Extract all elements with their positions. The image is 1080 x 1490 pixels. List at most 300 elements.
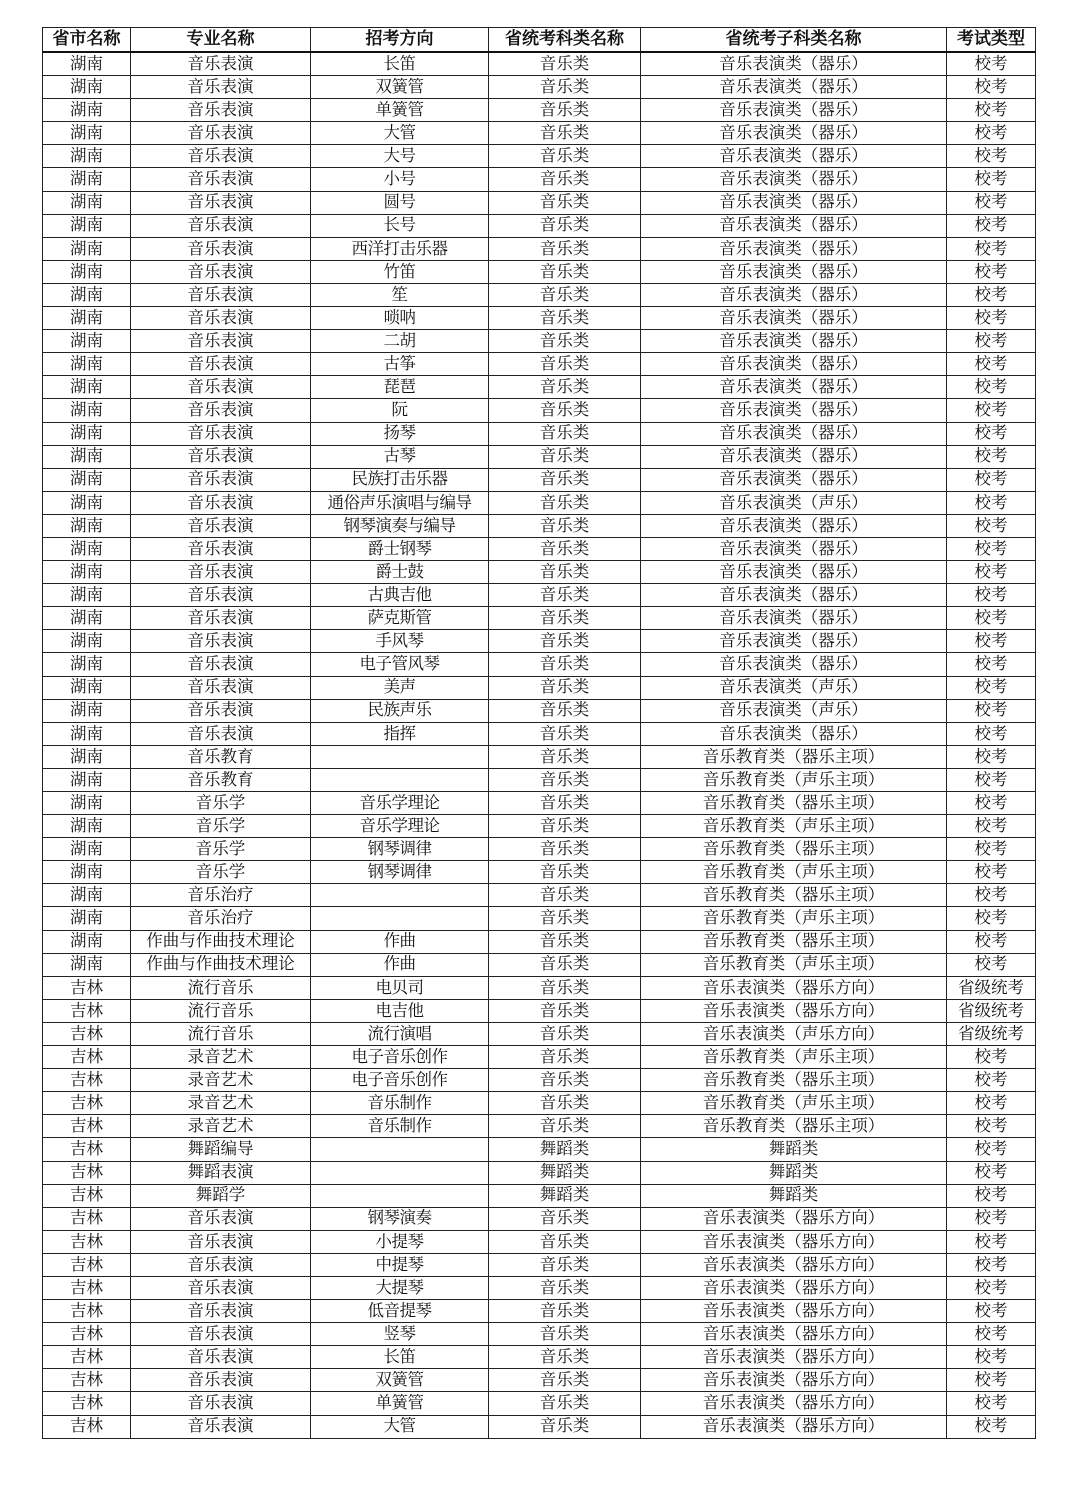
cell-category: 音乐类 [489,283,641,306]
cell-subcategory: 音乐教育类（器乐主项） [641,884,947,907]
table-row [43,1046,1036,1069]
cell-exam-type: 校考 [947,745,1036,768]
table-row [43,884,1036,907]
cell-subcategory: 音乐教育类（器乐主项） [641,838,947,861]
cell-exam-type: 校考 [947,792,1036,815]
cell-subcategory: 音乐表演类（器乐） [641,561,947,584]
cell-subcategory: 音乐表演类（器乐） [641,260,947,283]
cell-direction: 笙 [311,283,489,306]
cell-subcategory: 音乐表演类（器乐） [641,607,947,630]
table-row [43,1276,1036,1299]
cell-exam-type: 校考 [947,514,1036,537]
cell-province: 湖南 [43,52,131,76]
cell-subcategory: 音乐教育类（器乐主项） [641,745,947,768]
cell-category: 音乐类 [489,653,641,676]
cell-subcategory: 音乐表演类（器乐） [641,722,947,745]
table-body [43,52,1036,1438]
table-row [43,191,1036,214]
cell-subcategory: 音乐表演类（器乐方向） [641,1230,947,1253]
cell-category: 音乐类 [489,1253,641,1276]
cell-subcategory: 音乐表演类（器乐） [641,307,947,330]
cell-major: 流行音乐 [131,976,311,999]
cell-province: 湖南 [43,283,131,306]
table-row [43,1207,1036,1230]
cell-exam-type: 校考 [947,52,1036,76]
cell-category: 音乐类 [489,1392,641,1415]
cell-direction: 双簧管 [311,1369,489,1392]
cell-province: 湖南 [43,491,131,514]
cell-category: 音乐类 [489,260,641,283]
cell-direction [311,1161,489,1184]
table-row [43,976,1036,999]
table-row [43,468,1036,491]
cell-direction: 作曲 [311,930,489,953]
cell-province: 湖南 [43,376,131,399]
cell-exam-type: 校考 [947,607,1036,630]
cell-exam-type: 校考 [947,676,1036,699]
cell-province: 吉林 [43,1276,131,1299]
cell-exam-type: 校考 [947,422,1036,445]
cell-major: 音乐表演 [131,1323,311,1346]
table-row [43,422,1036,445]
cell-category: 音乐类 [489,1415,641,1438]
cell-exam-type: 校考 [947,722,1036,745]
cell-category: 音乐类 [489,838,641,861]
cell-category: 音乐类 [489,99,641,122]
cell-exam-type: 校考 [947,953,1036,976]
cell-subcategory: 音乐表演类（器乐） [641,52,947,76]
cell-subcategory: 音乐表演类（器乐方向） [641,976,947,999]
cell-exam-type: 校考 [947,930,1036,953]
cell-category: 音乐类 [489,468,641,491]
cell-exam-type: 校考 [947,353,1036,376]
cell-province: 湖南 [43,330,131,353]
cell-direction: 民族声乐 [311,699,489,722]
table-row [43,1115,1036,1138]
cell-province: 湖南 [43,76,131,99]
cell-exam-type: 省级统考 [947,999,1036,1022]
cell-category: 舞蹈类 [489,1184,641,1207]
cell-province: 吉林 [43,1161,131,1184]
cell-subcategory: 音乐表演类（器乐） [641,445,947,468]
cell-subcategory: 音乐表演类（器乐） [641,584,947,607]
cell-exam-type: 校考 [947,191,1036,214]
cell-subcategory: 音乐表演类（器乐） [641,653,947,676]
table-row [43,653,1036,676]
cell-subcategory: 音乐表演类（器乐） [641,99,947,122]
cell-province: 湖南 [43,676,131,699]
table-row [43,122,1036,145]
cell-major: 音乐表演 [131,445,311,468]
cell-major: 音乐表演 [131,468,311,491]
cell-direction [311,884,489,907]
document-page [42,27,1035,1439]
cell-major: 音乐表演 [131,1346,311,1369]
cell-province: 吉林 [43,976,131,999]
table-row [43,514,1036,537]
cell-exam-type: 校考 [947,884,1036,907]
table-row [43,1138,1036,1161]
cell-province: 湖南 [43,815,131,838]
cell-major: 音乐学 [131,838,311,861]
cell-direction: 电贝司 [311,976,489,999]
table-row [43,1069,1036,1092]
table-row [43,999,1036,1022]
cell-exam-type: 校考 [947,76,1036,99]
cell-subcategory: 音乐教育类（器乐主项） [641,1115,947,1138]
cell-direction: 圆号 [311,191,489,214]
cell-direction: 作曲 [311,953,489,976]
cell-direction: 音乐制作 [311,1115,489,1138]
cell-subcategory: 音乐表演类（声乐方向） [641,1022,947,1045]
cell-subcategory: 音乐表演类（器乐） [641,376,947,399]
cell-province: 湖南 [43,214,131,237]
table-row [43,283,1036,306]
cell-major: 录音艺术 [131,1069,311,1092]
table-row [43,353,1036,376]
cell-major: 音乐教育 [131,745,311,768]
cell-major: 音乐表演 [131,122,311,145]
cell-category: 音乐类 [489,514,641,537]
cell-province: 湖南 [43,168,131,191]
cell-exam-type: 校考 [947,168,1036,191]
table-row [43,953,1036,976]
cell-category: 音乐类 [489,237,641,260]
table-row [43,1253,1036,1276]
cell-major: 音乐表演 [131,1253,311,1276]
cell-subcategory: 舞蹈类 [641,1161,947,1184]
cell-province: 湖南 [43,745,131,768]
table-row [43,307,1036,330]
cell-direction: 手风琴 [311,630,489,653]
cell-category: 音乐类 [489,768,641,791]
table-row [43,1392,1036,1415]
cell-major: 音乐表演 [131,722,311,745]
cell-subcategory: 音乐表演类（声乐） [641,676,947,699]
cell-direction: 长笛 [311,1346,489,1369]
cell-province: 湖南 [43,699,131,722]
cell-province: 吉林 [43,1046,131,1069]
cell-subcategory: 音乐表演类（器乐） [641,145,947,168]
cell-major: 舞蹈学 [131,1184,311,1207]
cell-direction: 大管 [311,122,489,145]
cell-exam-type: 校考 [947,468,1036,491]
cell-exam-type: 校考 [947,237,1036,260]
cell-exam-type: 校考 [947,330,1036,353]
cell-exam-type: 省级统考 [947,1022,1036,1045]
cell-major: 音乐表演 [131,514,311,537]
cell-direction: 音乐学理论 [311,792,489,815]
cell-exam-type: 校考 [947,260,1036,283]
table-row [43,584,1036,607]
cell-exam-type: 校考 [947,307,1036,330]
cell-direction: 古典吉他 [311,584,489,607]
cell-category: 音乐类 [489,1300,641,1323]
cell-major: 音乐表演 [131,99,311,122]
cell-exam-type: 校考 [947,1230,1036,1253]
cell-major: 音乐治疗 [131,907,311,930]
cell-exam-type: 校考 [947,1115,1036,1138]
table-row [43,607,1036,630]
cell-subcategory: 音乐表演类（声乐） [641,491,947,514]
cell-subcategory: 舞蹈类 [641,1184,947,1207]
cell-direction: 小提琴 [311,1230,489,1253]
cell-exam-type: 校考 [947,861,1036,884]
cell-category: 音乐类 [489,676,641,699]
table-row [43,76,1036,99]
cell-subcategory: 音乐表演类（器乐方向） [641,1300,947,1323]
table-row [43,491,1036,514]
cell-category: 音乐类 [489,76,641,99]
cell-major: 作曲与作曲技术理论 [131,930,311,953]
cell-subcategory: 音乐教育类（声乐主项） [641,861,947,884]
cell-major: 流行音乐 [131,1022,311,1045]
cell-category: 音乐类 [489,1207,641,1230]
cell-subcategory: 音乐表演类（器乐） [641,468,947,491]
cell-province: 吉林 [43,1069,131,1092]
cell-direction [311,768,489,791]
cell-category: 音乐类 [489,607,641,630]
cell-direction: 双簧管 [311,76,489,99]
cell-major: 音乐表演 [131,283,311,306]
cell-subcategory: 音乐教育类（器乐主项） [641,792,947,815]
cell-major: 流行音乐 [131,999,311,1022]
cell-province: 湖南 [43,99,131,122]
cell-exam-type: 校考 [947,1092,1036,1115]
cell-province: 湖南 [43,122,131,145]
cell-major: 音乐表演 [131,653,311,676]
cell-major: 音乐表演 [131,307,311,330]
cell-exam-type: 校考 [947,491,1036,514]
cell-exam-type: 校考 [947,1138,1036,1161]
cell-exam-type: 校考 [947,399,1036,422]
cell-subcategory: 音乐表演类（器乐） [641,214,947,237]
cell-category: 音乐类 [489,353,641,376]
cell-subcategory: 音乐表演类（器乐） [641,76,947,99]
cell-category: 音乐类 [489,1276,641,1299]
table-row [43,722,1036,745]
table-row [43,1323,1036,1346]
cell-category: 音乐类 [489,699,641,722]
table-row [43,699,1036,722]
cell-category: 音乐类 [489,722,641,745]
table-row [43,168,1036,191]
cell-major: 音乐表演 [131,330,311,353]
table-row [43,99,1036,122]
cell-major: 音乐表演 [131,1369,311,1392]
table-row [43,1300,1036,1323]
cell-province: 吉林 [43,999,131,1022]
cell-category: 音乐类 [489,122,641,145]
cell-major: 录音艺术 [131,1092,311,1115]
table-row [43,399,1036,422]
cell-exam-type: 校考 [947,1207,1036,1230]
table-row [43,1022,1036,1045]
cell-subcategory: 音乐表演类（器乐） [641,399,947,422]
cell-exam-type: 校考 [947,1046,1036,1069]
cell-category: 音乐类 [489,399,641,422]
cell-subcategory: 舞蹈类 [641,1138,947,1161]
cell-major: 舞蹈表演 [131,1161,311,1184]
cell-category: 音乐类 [489,584,641,607]
table-row [43,1415,1036,1438]
cell-province: 吉林 [43,1392,131,1415]
cell-major: 音乐表演 [131,699,311,722]
cell-category: 音乐类 [489,630,641,653]
cell-direction: 电子音乐创作 [311,1046,489,1069]
cell-subcategory: 音乐表演类（器乐方向） [641,1207,947,1230]
cell-major: 音乐表演 [131,561,311,584]
cell-category: 音乐类 [489,1230,641,1253]
cell-category: 音乐类 [489,1346,641,1369]
cell-province: 吉林 [43,1022,131,1045]
table-row [43,768,1036,791]
cell-province: 吉林 [43,1184,131,1207]
cell-direction: 中提琴 [311,1253,489,1276]
cell-direction: 二胡 [311,330,489,353]
cell-subcategory: 音乐表演类（声乐） [641,699,947,722]
cell-subcategory: 音乐表演类（器乐） [641,283,947,306]
cell-major: 音乐表演 [131,422,311,445]
cell-exam-type: 校考 [947,1276,1036,1299]
cell-exam-type: 校考 [947,1253,1036,1276]
cell-category: 音乐类 [489,168,641,191]
cell-province: 湖南 [43,884,131,907]
cell-province: 湖南 [43,260,131,283]
cell-subcategory: 音乐教育类（器乐主项） [641,930,947,953]
table-row [43,237,1036,260]
cell-category: 音乐类 [489,376,641,399]
cell-subcategory: 音乐表演类（器乐） [641,537,947,560]
cell-category: 音乐类 [489,861,641,884]
cell-direction: 民族打击乐器 [311,468,489,491]
table-row [43,330,1036,353]
cell-category: 音乐类 [489,145,641,168]
table-row [43,930,1036,953]
cell-direction: 音乐制作 [311,1092,489,1115]
cell-province: 湖南 [43,445,131,468]
table-row [43,214,1036,237]
cell-category: 音乐类 [489,1323,641,1346]
cell-subcategory: 音乐表演类（器乐） [641,514,947,537]
cell-exam-type: 校考 [947,1323,1036,1346]
cell-category: 音乐类 [489,191,641,214]
cell-direction: 小号 [311,168,489,191]
cell-exam-type: 校考 [947,1369,1036,1392]
cell-direction: 低音提琴 [311,1300,489,1323]
table-row [43,445,1036,468]
cell-province: 湖南 [43,792,131,815]
cell-direction: 钢琴演奏与编导 [311,514,489,537]
table-row [43,1161,1036,1184]
cell-direction: 琵琶 [311,376,489,399]
cell-province: 湖南 [43,630,131,653]
cell-major: 音乐表演 [131,168,311,191]
cell-major: 音乐学 [131,815,311,838]
cell-subcategory: 音乐表演类（器乐） [641,330,947,353]
cell-major: 音乐表演 [131,260,311,283]
cell-major: 音乐表演 [131,353,311,376]
cell-subcategory: 音乐表演类（器乐） [641,353,947,376]
table-row [43,260,1036,283]
cell-category: 音乐类 [489,907,641,930]
header-direction: 招考方向 [311,28,489,53]
cell-province: 吉林 [43,1207,131,1230]
cell-subcategory: 音乐教育类（声乐主项） [641,1092,947,1115]
table-row [43,1184,1036,1207]
table-row [43,561,1036,584]
cell-direction [311,907,489,930]
cell-province: 吉林 [43,1230,131,1253]
cell-direction: 美声 [311,676,489,699]
cell-direction: 单簧管 [311,99,489,122]
cell-subcategory: 音乐表演类（器乐） [641,191,947,214]
cell-major: 音乐教育 [131,768,311,791]
table-row [43,1346,1036,1369]
table-row [43,861,1036,884]
header-row [43,28,1036,53]
cell-province: 湖南 [43,399,131,422]
cell-category: 音乐类 [489,1115,641,1138]
cell-major: 音乐表演 [131,76,311,99]
cell-category: 音乐类 [489,815,641,838]
cell-province: 吉林 [43,1300,131,1323]
cell-direction: 单簧管 [311,1392,489,1415]
cell-province: 湖南 [43,768,131,791]
header-province: 省市名称 [43,28,131,53]
cell-direction: 音乐学理论 [311,815,489,838]
cell-province: 吉林 [43,1115,131,1138]
cell-major: 音乐表演 [131,537,311,560]
cell-subcategory: 音乐表演类（器乐方向） [641,1346,947,1369]
cell-direction: 竹笛 [311,260,489,283]
cell-province: 吉林 [43,1253,131,1276]
cell-subcategory: 音乐表演类（器乐方向） [641,1323,947,1346]
cell-subcategory: 音乐教育类（声乐主项） [641,768,947,791]
cell-major: 录音艺术 [131,1115,311,1138]
cell-exam-type: 校考 [947,376,1036,399]
cell-category: 音乐类 [489,999,641,1022]
header-category: 省统考科类名称 [489,28,641,53]
cell-major: 音乐表演 [131,237,311,260]
cell-major: 音乐表演 [131,1392,311,1415]
cell-direction: 钢琴演奏 [311,1207,489,1230]
cell-exam-type: 校考 [947,145,1036,168]
cell-major: 音乐表演 [131,1276,311,1299]
header-major: 专业名称 [131,28,311,53]
cell-exam-type: 校考 [947,1346,1036,1369]
cell-subcategory: 音乐表演类（器乐） [641,630,947,653]
cell-direction: 西洋打击乐器 [311,237,489,260]
cell-major: 音乐表演 [131,214,311,237]
cell-direction: 电子管风琴 [311,653,489,676]
cell-direction: 爵士钢琴 [311,537,489,560]
header-subcategory: 省统考子科类名称 [641,28,947,53]
cell-province: 湖南 [43,237,131,260]
cell-category: 音乐类 [489,52,641,76]
table-header [43,28,1036,53]
cell-direction [311,1184,489,1207]
cell-direction: 萨克斯管 [311,607,489,630]
cell-province: 吉林 [43,1138,131,1161]
cell-category: 音乐类 [489,884,641,907]
cell-major: 音乐表演 [131,584,311,607]
cell-major: 音乐表演 [131,630,311,653]
cell-subcategory: 音乐表演类（器乐方向） [641,1253,947,1276]
table-row [43,815,1036,838]
cell-exam-type: 校考 [947,768,1036,791]
cell-subcategory: 音乐表演类（器乐） [641,422,947,445]
